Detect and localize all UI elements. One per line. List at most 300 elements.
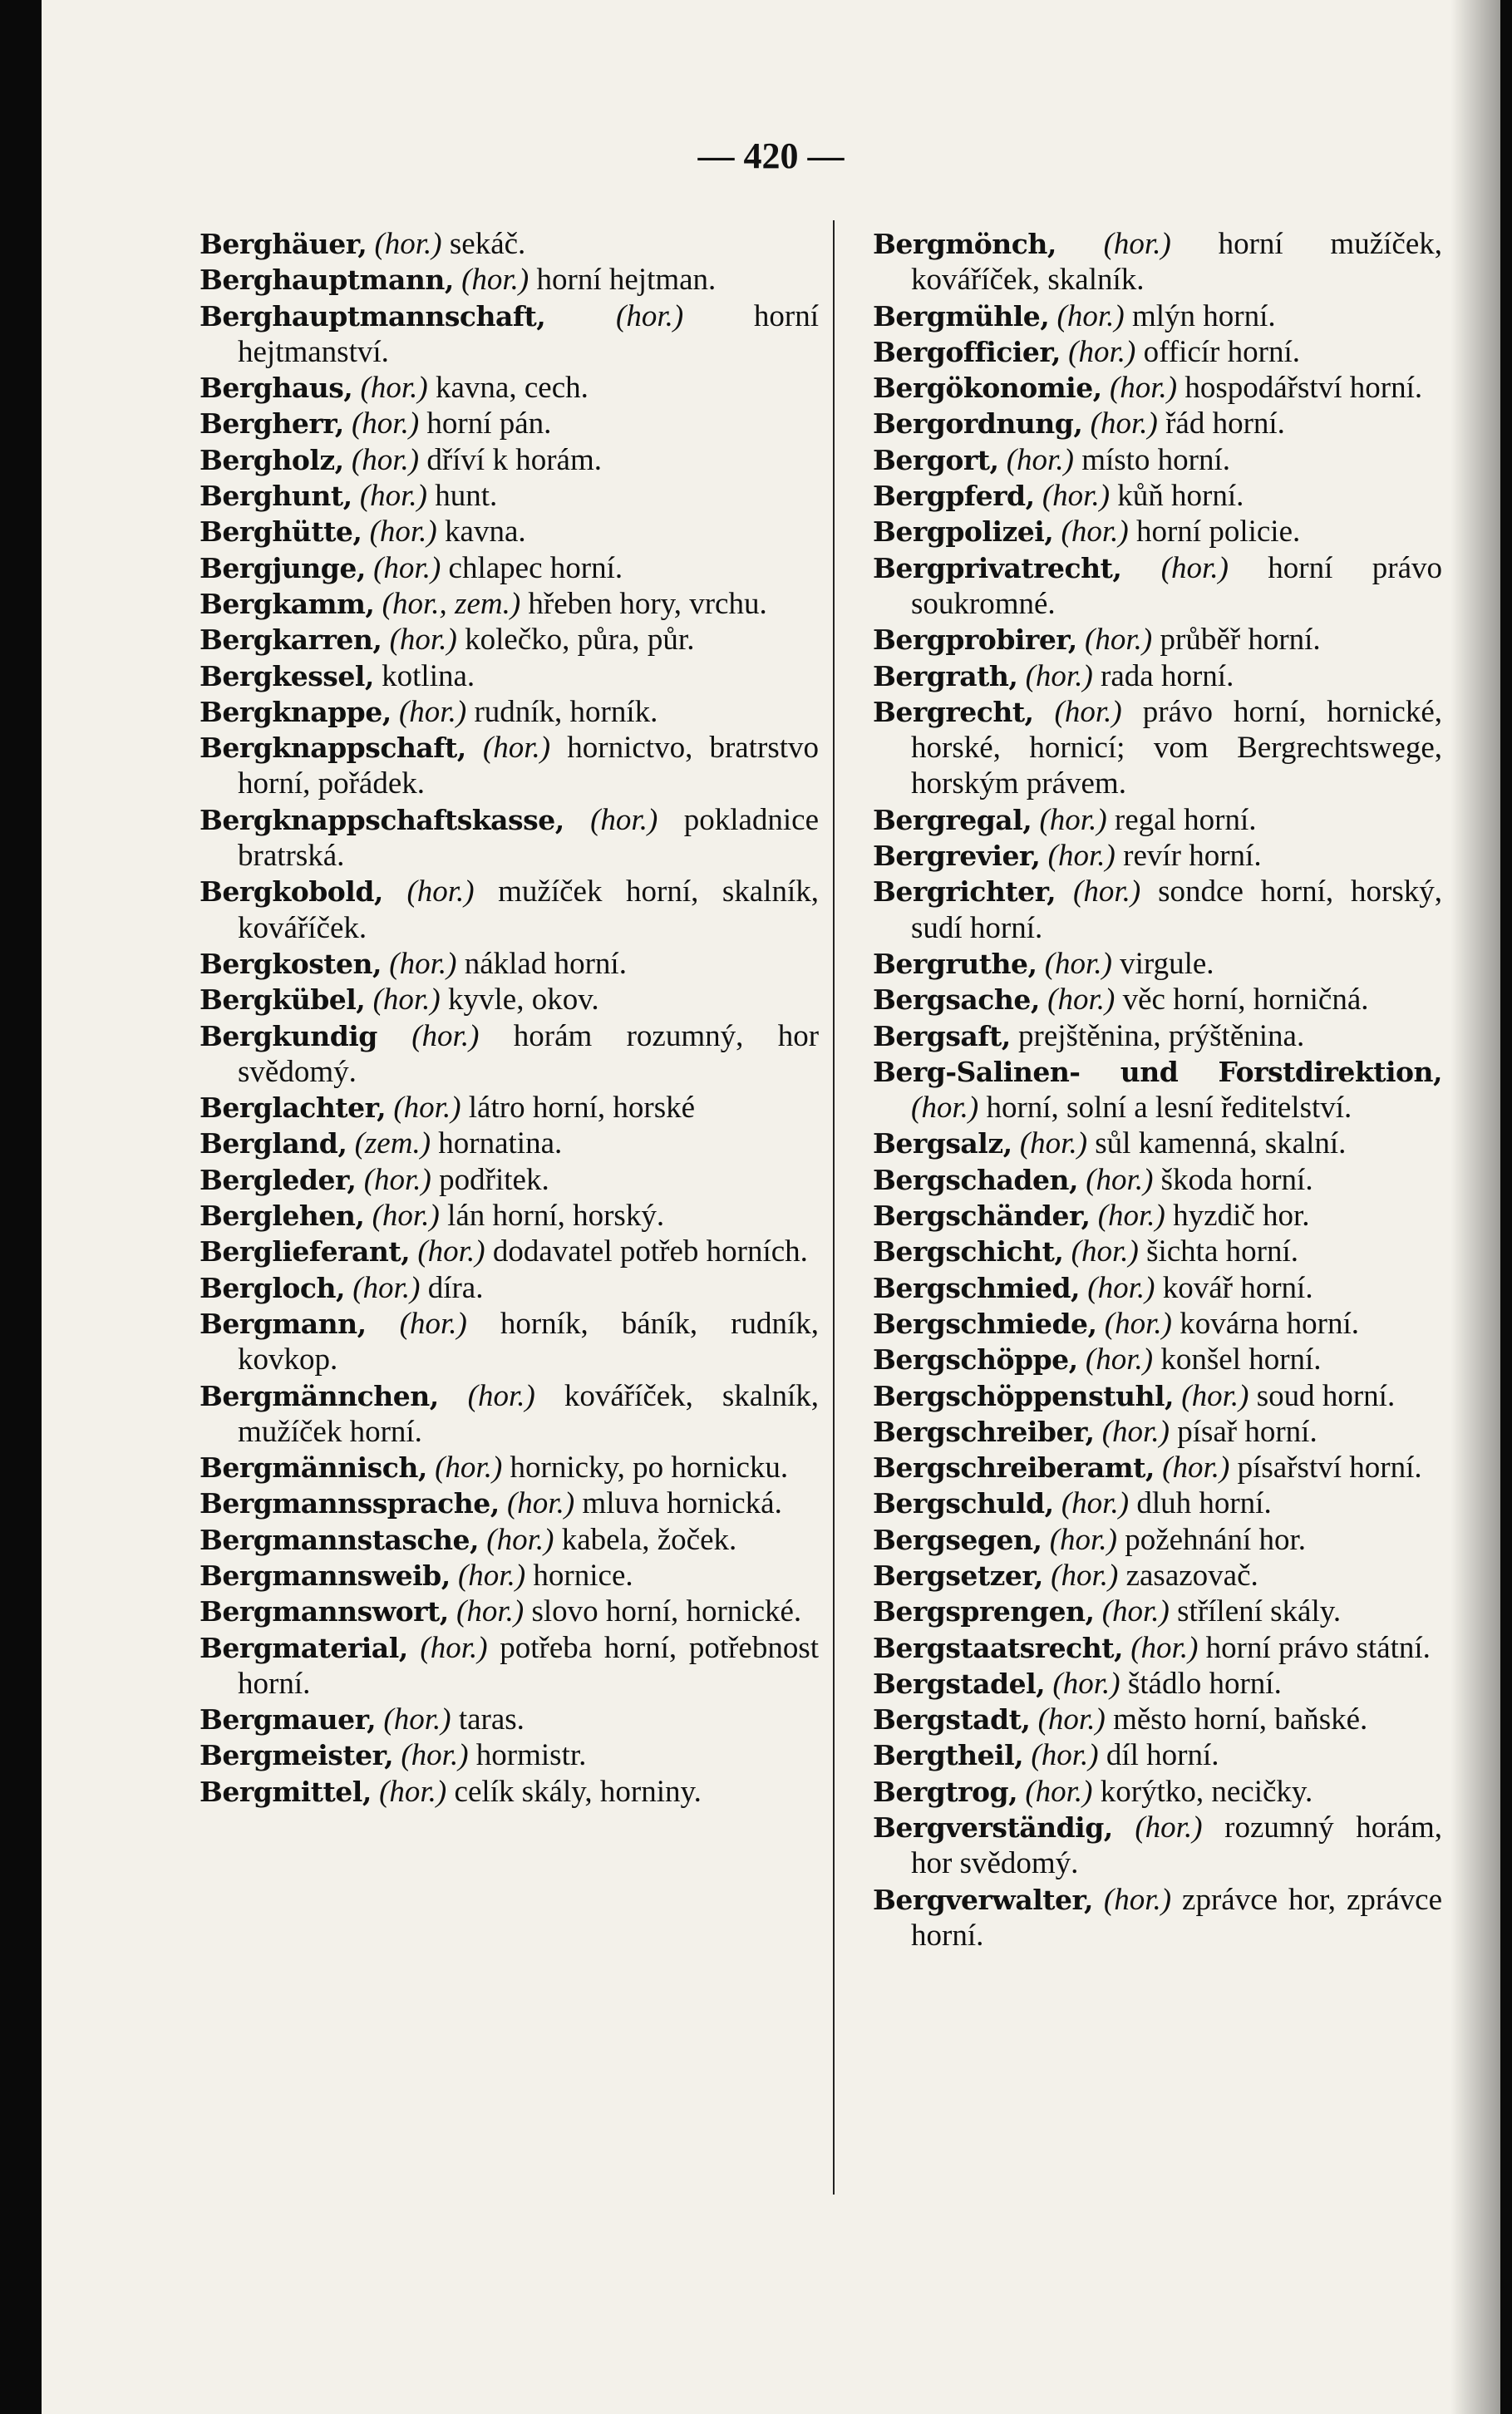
entry-label: (hor.) (467, 1378, 535, 1413)
entry-headword: Berghäuer, (199, 228, 367, 260)
entry-translation: dodavatel potřeb horních. (492, 1234, 808, 1269)
dictionary-entry (199, 622, 819, 658)
dictionary-entry (199, 1558, 819, 1594)
entry-label: (hor.) (1044, 946, 1112, 981)
entry-headword: Bergmannssprache, (199, 1487, 500, 1520)
entry-headword: Bergmeister, (199, 1739, 394, 1772)
dictionary-entry (873, 442, 1442, 478)
dictionary-entry (873, 1630, 1442, 1666)
entry-label: (hor.) (1103, 1882, 1172, 1917)
entry-translation: písař horní. (1177, 1414, 1317, 1449)
entry-headword: Bergschreiberamt, (873, 1451, 1155, 1485)
dictionary-entry (873, 1737, 1442, 1773)
entry-headword: Bergkessel, (199, 659, 374, 692)
entry-translation: zprávce hor, zprávce horní. (911, 1882, 1443, 1953)
entry-label: (hor.) (1025, 1774, 1093, 1809)
entry-translation: škoda horní. (1160, 1162, 1313, 1197)
dictionary-entry (199, 1737, 819, 1773)
entry-translation: kavna, cech. (436, 371, 589, 406)
entry-headword: Berghauptmann, (199, 264, 454, 297)
entry-headword: Bergprobirer, (873, 623, 1077, 657)
entry-translation: náklad horní. (464, 946, 627, 981)
entry-label: (hor.) (1047, 839, 1116, 874)
entry-label: (hor.) (435, 1451, 503, 1485)
column-divider (833, 220, 835, 2195)
entry-label: (hor.) (1135, 1810, 1203, 1845)
entry-label: (hor.) (373, 550, 441, 585)
entry-headword: Bergmännisch, (199, 1451, 427, 1485)
entry-label: (hor.) (1090, 406, 1158, 441)
entry-headword: Bergschreiber, (873, 1415, 1095, 1448)
entry-label: (hor.) (351, 442, 420, 477)
dictionary-entry (199, 874, 819, 946)
entry-headword: Bergmannsweib, (199, 1559, 451, 1592)
entry-headword: Bergordnung, (873, 407, 1083, 441)
dictionary-entry (199, 1378, 819, 1451)
dictionary-entry (199, 1702, 819, 1737)
entry-headword: Bergschuld, (873, 1487, 1054, 1520)
dictionary-entry (873, 982, 1442, 1017)
entry-translation: potřeba horní, potřebnost horní. (238, 1630, 820, 1701)
dictionary-entry (199, 730, 819, 802)
entry-translation: kovář horní. (1162, 1270, 1313, 1305)
entry-headword: Bergmühle, (873, 299, 1050, 333)
entry-translation: hunt. (435, 479, 498, 514)
entry-translation: štádlo horní. (1127, 1666, 1282, 1701)
dictionary-entry (873, 1126, 1442, 1161)
dictionary-entry (199, 802, 819, 874)
dictionary-entry (199, 1198, 819, 1234)
entry-label: (hor.) (1087, 1270, 1155, 1305)
dictionary-entry (873, 1054, 1442, 1126)
entry-translation: lán horní, horský. (447, 1199, 665, 1234)
page-number: — 420 — (697, 135, 845, 176)
entry-label: (hor.) (379, 1774, 447, 1809)
entry-label: (hor.) (486, 1522, 554, 1557)
entry-label: (hor.) (1054, 694, 1122, 729)
entry-headword: Bergrichter, (873, 875, 1056, 909)
entry-translation: písařství horní. (1237, 1451, 1422, 1485)
dictionary-entry (873, 1018, 1442, 1054)
entry-headword: Berg-Salinen- und Forstdirektion, (873, 1055, 1442, 1088)
entry-label: (hor.) (590, 802, 658, 837)
dictionary-entry (873, 874, 1442, 946)
dictionary-entry (873, 1378, 1442, 1414)
entry-label: (hor.) (482, 731, 551, 766)
entry-label: (hor.) (369, 515, 437, 549)
dictionary-entry (873, 550, 1442, 623)
entry-headword: Bergkobold, (199, 875, 383, 909)
entry-translation: hornice. (533, 1558, 633, 1593)
entry-translation: díra. (427, 1270, 484, 1305)
dictionary-entry (873, 370, 1442, 406)
dictionary-entry (873, 1162, 1442, 1198)
dictionary-entry (199, 1090, 819, 1126)
dictionary-entry (873, 298, 1442, 334)
entry-label: (hor.) (363, 1162, 431, 1197)
entry-headword: Bergschaden, (873, 1163, 1078, 1196)
dictionary-entry (199, 262, 819, 298)
dictionary-entry (873, 1450, 1442, 1485)
entry-translation: sondce horní, horský, sudí horní. (911, 874, 1443, 945)
dictionary-entry (199, 1234, 819, 1269)
entry-headword: Bergkarren, (199, 623, 382, 657)
entry-label: (hor.) (1042, 479, 1111, 514)
entry-translation: kovárna horní. (1180, 1306, 1360, 1341)
entry-translation: hospodářství horní. (1184, 371, 1423, 406)
entry-translation: horní hejtman. (536, 263, 717, 298)
right-column (873, 226, 1442, 1953)
entry-headword: Bergmönch, (873, 228, 1056, 260)
dictionary-entry (873, 658, 1442, 694)
entry-label: (hor.) (1047, 983, 1116, 1017)
entry-headword: Berglachter, (199, 1091, 387, 1125)
entry-translation: soud horní. (1256, 1378, 1396, 1413)
entry-translation: hřeben hory, vrchu. (528, 586, 767, 621)
entry-headword: Bergschöppenstuhl, (873, 1379, 1174, 1412)
dictionary-entry (199, 1774, 819, 1810)
dictionary-entry (873, 1485, 1442, 1521)
dictionary-entry (873, 1702, 1442, 1737)
dictionary-entry (873, 1774, 1442, 1810)
entry-headword: Bergsalz, (873, 1127, 1012, 1160)
entry-label: (hor.) (1085, 1342, 1154, 1377)
entry-label: (hor.) (1051, 1558, 1119, 1593)
entry-translation: právo horní, hornické, horské, hornicí; vom Bergrechtswege, horským právem. (911, 694, 1442, 801)
entry-translation: průběř horní. (1160, 623, 1321, 658)
entry-translation: kyvle, okov. (448, 983, 599, 1017)
entry-label: (hor.) (401, 1738, 469, 1773)
dictionary-entry (873, 226, 1442, 298)
entry-label: (hor.) (1103, 227, 1171, 261)
entry-translation: taras. (458, 1702, 525, 1737)
dictionary-entry (199, 406, 819, 441)
entry-translation: mluva hornická. (582, 1486, 782, 1521)
entry-headword: Bergmaterial, (199, 1631, 408, 1664)
entry-headword: Bergsache, (873, 983, 1040, 1017)
entry-headword: Bergverwalter, (873, 1883, 1093, 1916)
dictionary-entry (199, 1485, 819, 1521)
entry-label: (hor.) (406, 874, 475, 909)
dictionary-entry (873, 1666, 1442, 1702)
entry-headword: Bergland, (199, 1127, 347, 1160)
entry-label: (hor.) (1025, 658, 1093, 693)
entry-translation: horní právo státní. (1205, 1630, 1431, 1665)
dictionary-entry (199, 586, 819, 622)
entry-label: (hor.) (1061, 515, 1129, 549)
entry-label: (zem.) (354, 1126, 431, 1161)
dictionary-entry (873, 622, 1442, 658)
entry-headword: Bergkamm, (199, 587, 375, 620)
dictionary-entry (873, 1342, 1442, 1377)
entry-headword: Bergort, (873, 443, 999, 476)
entry-translation: mlýn horní. (1131, 298, 1276, 333)
entry-label: (hor.) (456, 1594, 525, 1629)
dictionary-entry (873, 802, 1442, 838)
dictionary-entry (873, 406, 1442, 441)
entry-label: (hor.) (1073, 874, 1141, 909)
entry-translation: horám rozumný, hor svědomý. (238, 1018, 820, 1089)
entry-label: (hor.) (420, 1630, 488, 1665)
dictionary-entry (873, 1594, 1442, 1629)
entry-label: (hor.) (417, 1234, 485, 1269)
entry-translation: chlapec horní. (448, 550, 623, 585)
entry-translation: šichta horní. (1146, 1234, 1298, 1269)
dictionary-entry (199, 550, 819, 586)
dictionary-entry (199, 1162, 819, 1198)
entry-label: (hor.) (1068, 334, 1136, 369)
entry-headword: Bergsegen, (873, 1523, 1042, 1556)
entry-translation: mužíček horní, skalník, kováříček. (238, 874, 819, 945)
dictionary-entry (199, 1594, 819, 1629)
entry-translation: sůl kamenná, skalní. (1095, 1126, 1347, 1161)
entry-headword: Bergschmied, (873, 1271, 1081, 1304)
entry-headword: Bergstadel, (873, 1667, 1046, 1700)
entry-label: (hor.) (389, 623, 457, 658)
entry-label: (hor.) (372, 983, 441, 1017)
entry-headword: Berglieferant, (199, 1235, 411, 1269)
entry-translation: hormistr. (475, 1738, 587, 1773)
dictionary-entry (199, 946, 819, 982)
entry-label: (hor.) (1006, 442, 1074, 477)
dictionary-entry (873, 946, 1442, 982)
dictionary-entry (199, 694, 819, 730)
entry-headword: Bergkübel, (199, 983, 366, 1017)
entry-label: (hor.) (352, 1270, 421, 1305)
entry-translation: korýtko, necičky. (1100, 1774, 1313, 1809)
dictionary-entry (873, 1234, 1442, 1269)
entry-translation: řád horní. (1165, 406, 1285, 441)
dictionary-entry (199, 1306, 819, 1378)
dictionary-entry (873, 1414, 1442, 1450)
entry-label: (hor.) (1071, 1234, 1139, 1269)
dictionary-entry (199, 478, 819, 514)
entry-headword: Bergschöppe, (873, 1343, 1078, 1377)
entry-label: (hor.) (506, 1486, 575, 1521)
entry-translation: celík skály, horniny. (454, 1774, 702, 1809)
entry-headword: Berghütte, (199, 515, 362, 549)
dictionary-entry (199, 1018, 819, 1091)
entry-headword: Bergschicht, (873, 1235, 1064, 1269)
page-edge-shadow (1450, 0, 1500, 2414)
entry-headword: Bergmannstasche, (199, 1523, 479, 1556)
entry-label: (hor.) (1101, 1414, 1170, 1449)
dictionary-entry (873, 478, 1442, 514)
entry-label: (hor.) (1085, 623, 1153, 658)
dictionary-entry (199, 442, 819, 478)
entry-headword: Bergkundig (199, 1019, 377, 1052)
dictionary-entry (873, 838, 1442, 874)
entry-headword: Bergmann, (199, 1307, 367, 1340)
entry-label: (hor.) (1061, 1486, 1130, 1521)
dictionary-entry (199, 1522, 819, 1558)
entry-translation: prejštěnina, prýštěnina. (1018, 1018, 1305, 1053)
entry-headword: Bergsetzer, (873, 1559, 1043, 1592)
entry-label: (hor.) (1104, 1306, 1172, 1341)
entry-translation: hornicky, po hornicku. (510, 1451, 789, 1485)
entry-label: (hor.) (399, 1306, 467, 1341)
entry-label: (hor.) (359, 479, 428, 514)
entry-label: (hor.) (1037, 1702, 1106, 1737)
entry-label: (hor.) (1019, 1126, 1088, 1161)
entry-translation: officír horní. (1143, 334, 1300, 369)
entry-headword: Bergschänder, (873, 1200, 1091, 1233)
entry-headword: Bergstaatsrecht, (873, 1631, 1123, 1664)
entry-label: (hor.) (1056, 298, 1125, 333)
entry-label: (hor.) (1162, 1451, 1230, 1485)
entry-label: (hor.) (1130, 1630, 1199, 1665)
entry-translation: požehnání hor. (1125, 1522, 1307, 1557)
entry-translation: sekáč. (449, 227, 526, 261)
dictionary-entry (873, 514, 1442, 549)
entry-translation: konšel horní. (1160, 1342, 1322, 1377)
entry-headword: Bergholz, (199, 443, 344, 476)
entry-translation: město horní, baňské. (1113, 1702, 1368, 1737)
dictionary-entry (199, 514, 819, 549)
entry-translation: hornatina. (438, 1126, 563, 1161)
entry-translation: hyzdič hor. (1173, 1199, 1310, 1234)
entry-label: (hor.) (1031, 1738, 1099, 1773)
entry-translation: kotlina. (382, 658, 475, 693)
entry-headword: Bergmännchen, (199, 1379, 439, 1412)
entry-translation: věc horní, horničná. (1122, 983, 1369, 1017)
dictionary-entry (873, 1522, 1442, 1558)
entry-headword: Bergmauer, (199, 1703, 377, 1737)
entry-headword: Bergtrog, (873, 1775, 1018, 1808)
entry-translation: rada horní. (1101, 658, 1234, 693)
entry-translation: horní, solní a lesní ředitelství. (986, 1091, 1352, 1126)
entry-translation: virgule. (1120, 946, 1214, 981)
entry-headword: Bergofficier, (873, 335, 1061, 368)
entry-label: (hor.) (1049, 1522, 1117, 1557)
entry-label: (hor.) (457, 1558, 526, 1593)
entry-translation: horní hejtmanství. (238, 298, 820, 369)
dictionary-entry (873, 1882, 1442, 1954)
entry-label: (hor.) (393, 1091, 461, 1126)
dictionary-entry (199, 226, 819, 262)
entry-translation: revír horní. (1123, 839, 1262, 874)
entry-translation: rudník, horník. (474, 694, 658, 729)
entry-label: (hor.) (383, 1702, 451, 1737)
entry-translation: pokladnice bratrská. (238, 802, 820, 874)
entry-headword: Bergregal, (873, 803, 1032, 836)
entry-headword: Bergsprengen, (873, 1595, 1095, 1628)
entry-label: (hor.) (1160, 550, 1229, 585)
entry-translation: rozumný horám, hor svědomý. (911, 1810, 1443, 1881)
entry-headword: Berglehen, (199, 1200, 365, 1233)
entry-label: (hor.) (1101, 1594, 1170, 1629)
entry-translation: regal horní. (1114, 802, 1257, 837)
dictionary-entry (199, 982, 819, 1017)
entry-headword: Bergloch, (199, 1271, 345, 1304)
entry-label: (hor.) (360, 371, 428, 406)
entry-headword: Bergjunge, (199, 551, 366, 584)
entry-headword: Bergpolizei, (873, 515, 1054, 549)
entry-translation: kabela, žoček. (561, 1522, 737, 1557)
entry-translation: dluh horní. (1136, 1486, 1272, 1521)
entry-headword: Bergmannswort, (199, 1595, 449, 1628)
entry-translation: díl horní. (1106, 1738, 1219, 1773)
entry-label: (hor.) (616, 298, 684, 333)
entry-label: (hor.) (398, 694, 467, 729)
dictionary-entry (873, 334, 1442, 370)
dictionary-entry (199, 1450, 819, 1485)
dictionary-entry (199, 370, 819, 406)
entry-headword: Bergherr, (199, 407, 344, 441)
entry-headword: Bergprivatrecht, (873, 551, 1122, 584)
entry-headword: Bergtheil, (873, 1739, 1024, 1772)
entry-headword: Bergruthe, (873, 947, 1037, 980)
entry-label: (hor.) (911, 1091, 979, 1126)
entry-translation: střílení skály. (1177, 1594, 1342, 1629)
dictionary-entry (199, 1630, 819, 1702)
entry-translation: horní právo soukromné. (911, 550, 1442, 621)
entry-headword: Bergstadt, (873, 1703, 1031, 1737)
entry-headword: Berghaus, (199, 372, 353, 405)
entry-headword: Berghauptmannschaft, (199, 299, 546, 333)
entry-label: (hor.) (374, 227, 442, 261)
entry-label: (hor.) (411, 1018, 480, 1053)
entry-headword: Bergverständig, (873, 1811, 1113, 1845)
entry-translation: kavna. (445, 515, 526, 549)
dictionary-entry (873, 1270, 1442, 1306)
entry-translation: horní policie. (1135, 515, 1301, 549)
entry-headword: Bergmittel, (199, 1775, 372, 1808)
dictionary-entry (873, 1810, 1442, 1882)
entry-label: (hor.) (1109, 371, 1178, 406)
entry-label: (hor.) (372, 1199, 440, 1234)
dictionary-page (42, 0, 1500, 2414)
dictionary-entry (199, 298, 819, 371)
entry-translation: kolečko, půra, půr. (465, 623, 695, 658)
entry-headword: Bergsaft, (873, 1019, 1011, 1052)
entry-headword: Bergpferd, (873, 480, 1035, 513)
entry-translation: horník, báník, rudník, kovkop. (238, 1306, 820, 1377)
dictionary-entry (873, 1306, 1442, 1342)
dictionary-entry (199, 658, 819, 694)
entry-headword: Bergknappschaft, (199, 732, 466, 765)
entry-headword: Bergkosten, (199, 947, 382, 980)
dictionary-entry (873, 1198, 1442, 1234)
entry-translation: horní pán. (426, 406, 552, 441)
entry-label: (hor.) (1052, 1666, 1120, 1701)
entry-headword: Berghunt, (199, 480, 352, 513)
entry-headword: Bergrath, (873, 659, 1018, 692)
entry-label: (hor.) (351, 406, 420, 441)
entry-headword: Bergleder, (199, 1163, 357, 1196)
dictionary-entry (873, 694, 1442, 802)
entry-translation: kůň horní. (1117, 479, 1244, 514)
entry-label: (hor.) (1097, 1199, 1165, 1234)
entry-headword: Bergschmiede, (873, 1307, 1097, 1340)
entry-headword: Bergknappe, (199, 695, 392, 728)
entry-translation: kováříček, skalník, mužíček horní. (238, 1378, 820, 1449)
dictionary-entry (199, 1126, 819, 1161)
entry-translation: hornictvo, bratrstvo horní, pořádek. (238, 731, 820, 801)
dictionary-entry (873, 1558, 1442, 1594)
entry-headword: Bergrevier, (873, 840, 1041, 873)
entry-label: (hor., zem.) (382, 586, 521, 621)
entry-translation: slovo horní, hornické. (531, 1594, 802, 1629)
entry-label: (hor.) (389, 946, 457, 981)
entry-translation: zasazovač. (1125, 1558, 1258, 1593)
entry-label: (hor.) (461, 263, 529, 298)
entry-translation: horní mužíček, kováříček, skalník. (911, 227, 1443, 298)
entry-translation: podřitek. (439, 1162, 549, 1197)
entry-headword: Bergökonomie, (873, 372, 1102, 405)
entry-label: (hor.) (1086, 1162, 1154, 1197)
entry-translation: místo horní. (1081, 442, 1231, 477)
